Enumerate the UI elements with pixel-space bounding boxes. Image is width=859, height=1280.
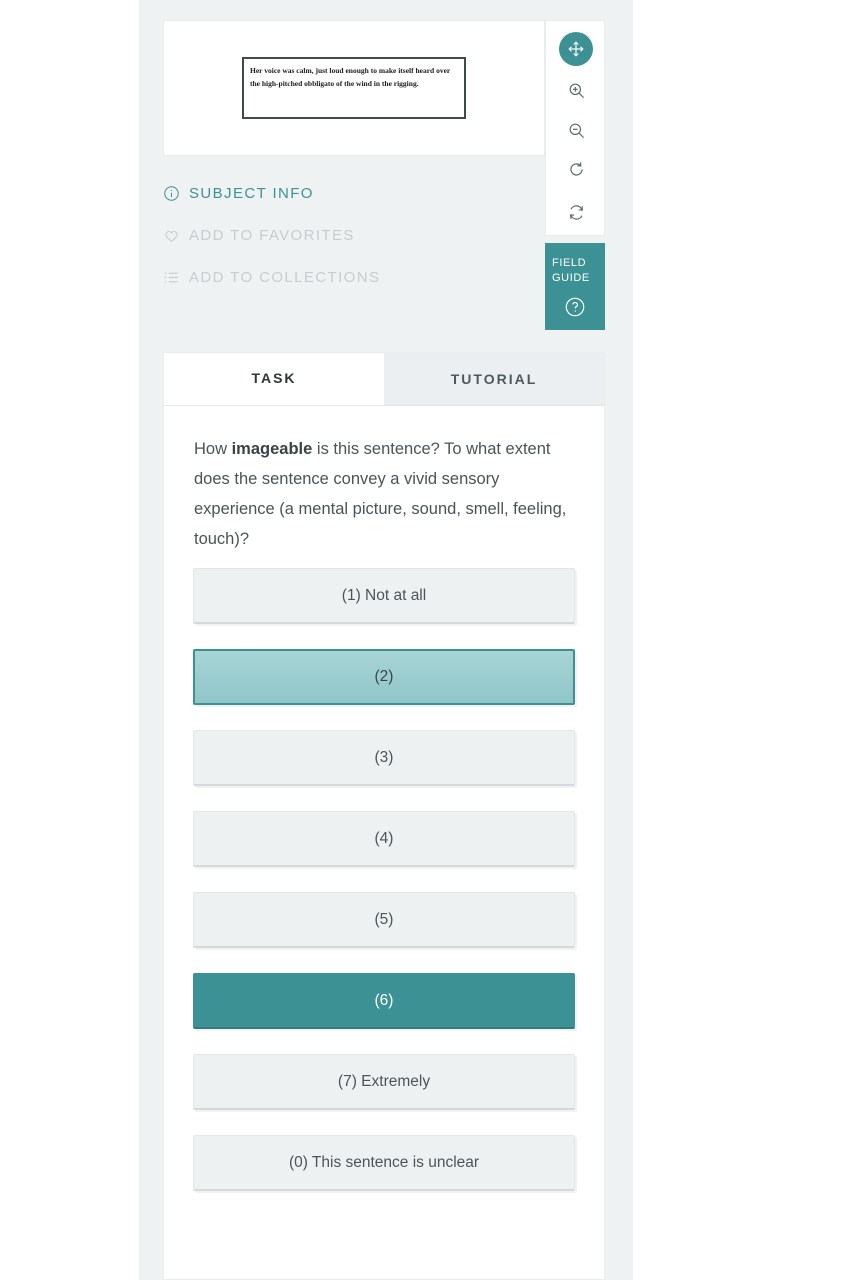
subject-image-box bbox=[242, 57, 466, 119]
question-mark-icon[interactable] bbox=[560, 292, 590, 322]
add-to-collections-button[interactable] bbox=[163, 256, 543, 298]
zoom-out-tool-button[interactable] bbox=[559, 113, 593, 147]
answer-option-4[interactable]: (4) bbox=[193, 811, 575, 867]
viewer-toolbar bbox=[545, 20, 605, 236]
zoom-in-icon bbox=[567, 81, 586, 100]
question-prefix: How bbox=[194, 440, 232, 458]
zoom-in-tool-button[interactable] bbox=[559, 73, 593, 107]
move-icon bbox=[567, 40, 585, 58]
tab-tutorial[interactable]: TUTORIAL bbox=[384, 353, 604, 405]
field-guide-label-line1: FIELD bbox=[552, 257, 587, 269]
subject-text: Her voice was calm, just loud enough to make itself heard over the high-pitched obbligato of the wind in the rigging. bbox=[250, 66, 451, 88]
answer-option-0[interactable]: (0) This sentence is unclear bbox=[193, 1135, 575, 1191]
subject-canvas[interactable] bbox=[163, 20, 545, 156]
answer-option-1[interactable]: (1) Not at all bbox=[193, 568, 575, 624]
question-rest: is this sentence? To what extent does the sentence convey a vivid sensory experience (a mental picture, sound, smell, feeling, touch)? bbox=[194, 440, 567, 548]
task-panel bbox=[163, 352, 605, 1280]
answer-list bbox=[193, 568, 575, 1191]
rotate-icon bbox=[567, 160, 586, 179]
subject-info-label: SUBJECT INFO bbox=[189, 184, 314, 202]
info-icon bbox=[163, 185, 189, 202]
answer-option-5[interactable]: (5) bbox=[193, 892, 575, 948]
list-icon bbox=[163, 269, 189, 286]
add-to-favorites-label: ADD TO FAVORITES bbox=[189, 226, 355, 244]
answer-option-2[interactable]: (2) bbox=[193, 649, 575, 705]
zoom-out-icon bbox=[567, 121, 586, 140]
pan-tool-button[interactable] bbox=[559, 32, 593, 66]
add-to-collections-label: ADD TO COLLECTIONS bbox=[189, 268, 381, 286]
answer-option-6[interactable]: (6) bbox=[193, 973, 575, 1029]
rotate-tool-button[interactable] bbox=[559, 152, 593, 186]
task-question bbox=[194, 434, 574, 554]
reset-tool-button[interactable] bbox=[559, 195, 593, 229]
heart-icon bbox=[163, 227, 189, 244]
question-keyword: imageable bbox=[231, 440, 313, 458]
reset-icon bbox=[567, 203, 586, 222]
task-tabs bbox=[164, 353, 604, 406]
add-to-favorites-button[interactable] bbox=[163, 214, 543, 256]
subject-viewer bbox=[163, 20, 605, 156]
field-guide-label-line2: GUIDE bbox=[552, 272, 590, 284]
subject-info-button[interactable] bbox=[163, 172, 543, 214]
answer-option-3[interactable]: (3) bbox=[193, 730, 575, 786]
answer-option-7[interactable]: (7) Extremely bbox=[193, 1054, 575, 1110]
tab-task[interactable]: TASK bbox=[164, 353, 384, 405]
field-guide-button[interactable] bbox=[545, 243, 605, 330]
subject-meta-list bbox=[163, 172, 543, 298]
